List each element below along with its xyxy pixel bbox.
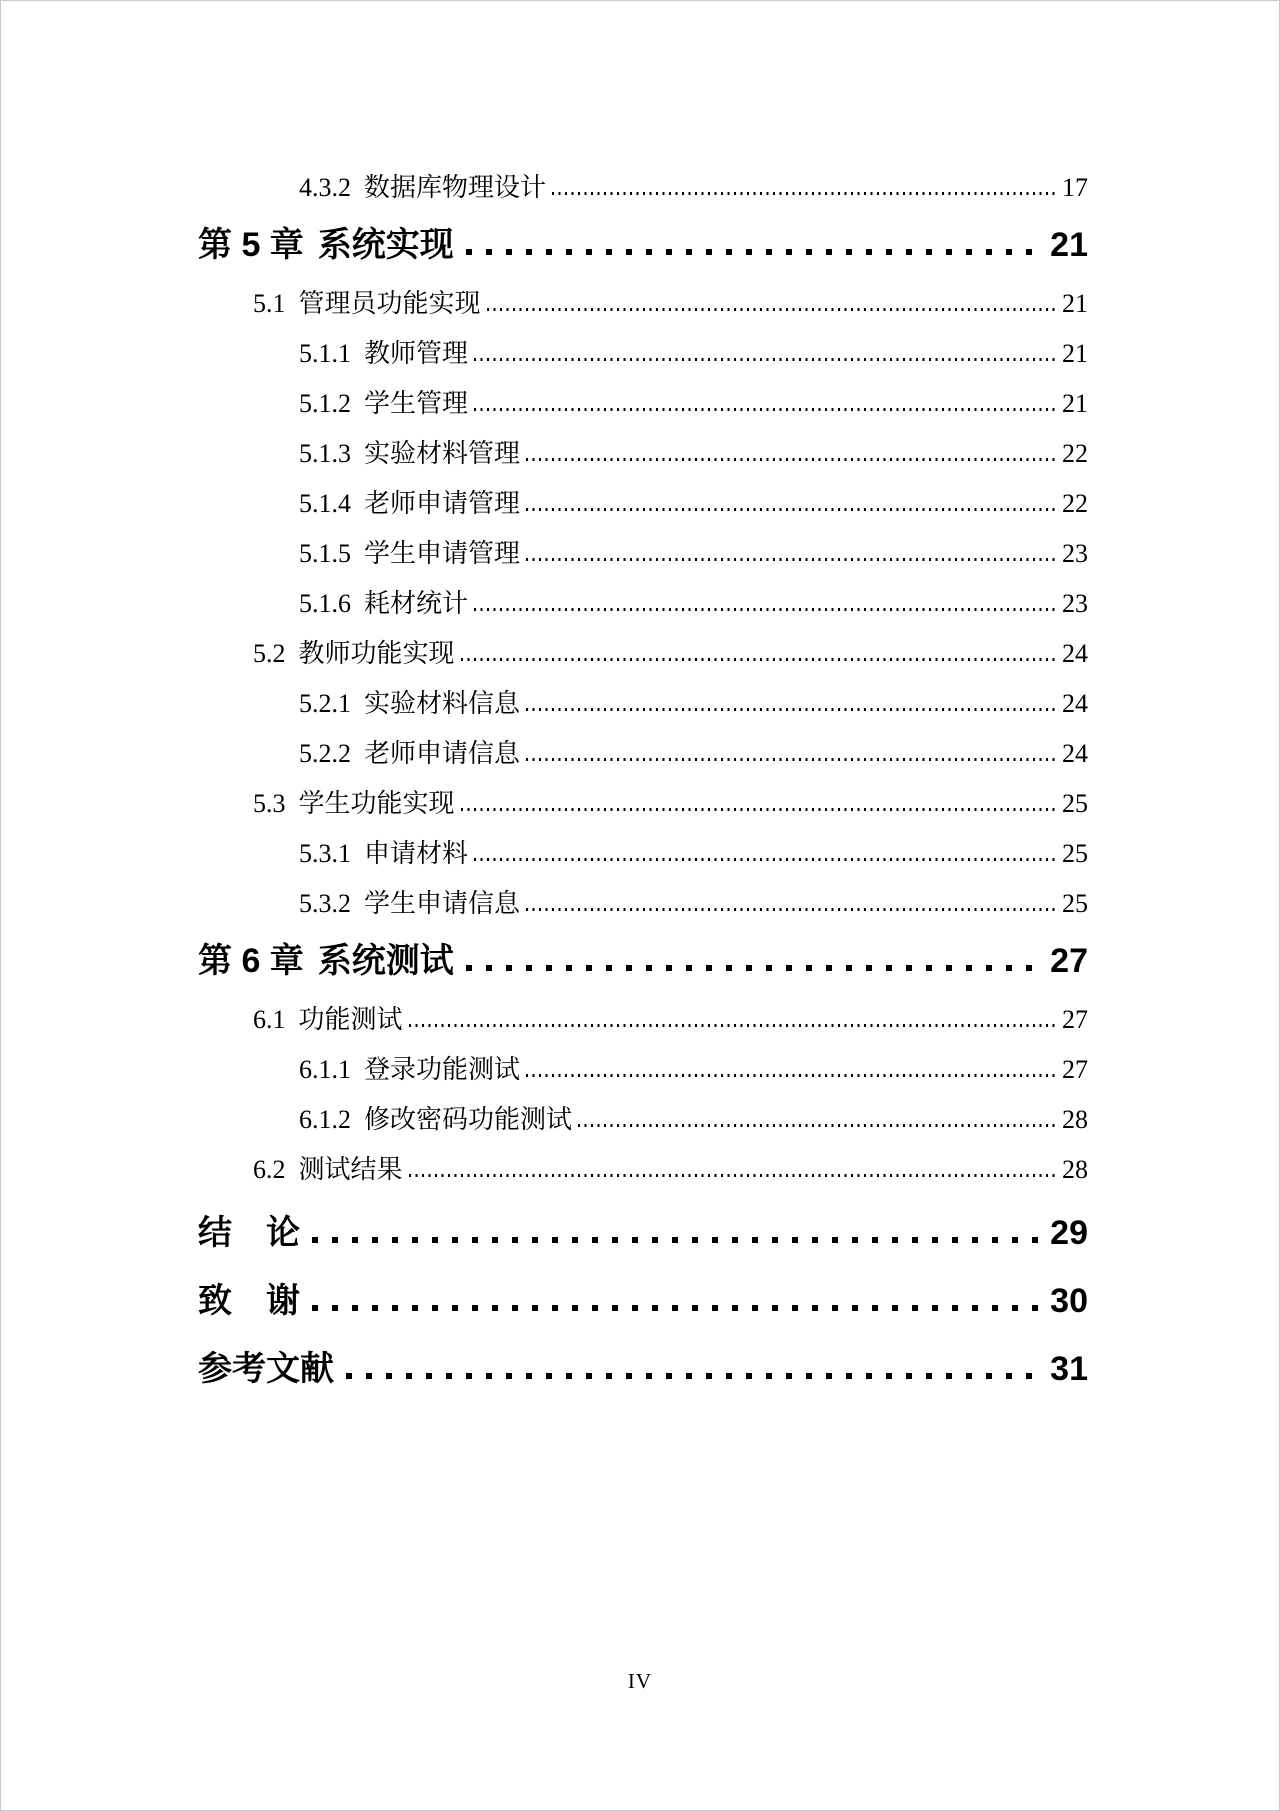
- dot-leader-icon: [409, 1174, 1058, 1177]
- toc-entry: [198, 889, 1088, 919]
- toc-entry-number: 6.1: [253, 1005, 286, 1034]
- toc-entry-page: 22: [1062, 439, 1088, 468]
- toc-entry-number: 5.2.1: [299, 689, 351, 718]
- toc-entry-title: 老师申请信息: [364, 739, 521, 768]
- toc-entry-number: 6.1.1: [299, 1055, 351, 1084]
- toc-entry-title: 数据库物理设计: [364, 173, 547, 202]
- dot-leader-icon: [346, 1373, 1038, 1379]
- toc-entry: [198, 389, 1088, 419]
- toc-entry-page: 28: [1062, 1155, 1088, 1184]
- toc-entry-number: 5.2.2: [299, 739, 351, 768]
- toc-entry-title: 老师申请管理: [364, 489, 521, 518]
- toc-entry-number: 6.1.2: [299, 1105, 351, 1134]
- toc-entry-number: 5.1.3: [299, 439, 351, 468]
- dot-leader-icon: [526, 708, 1058, 711]
- dot-leader-icon: [466, 249, 1038, 255]
- dot-leader-icon: [578, 1124, 1058, 1127]
- toc-entry-page: 22: [1062, 489, 1088, 518]
- dot-leader-icon: [526, 458, 1058, 461]
- toc-entry-page: 25: [1062, 839, 1088, 868]
- toc-entry-title: 修改密码功能测试: [364, 1105, 573, 1134]
- dot-leader-icon: [461, 808, 1058, 811]
- dot-leader-icon: [474, 608, 1058, 611]
- toc-entry-title: 学生申请信息: [364, 889, 521, 918]
- toc-entry-page: 27: [1062, 1005, 1088, 1034]
- dot-leader-icon: [474, 858, 1058, 861]
- toc-entry-page: 27: [1050, 942, 1088, 980]
- toc-entry: [198, 439, 1088, 469]
- dot-leader-icon: [552, 192, 1058, 195]
- toc-entry-page: 23: [1062, 539, 1088, 568]
- dot-leader-icon: [526, 508, 1058, 511]
- toc-entry-title: 登录功能测试: [364, 1055, 521, 1084]
- toc-entry-page: 27: [1062, 1055, 1088, 1084]
- toc-entry-title: 教师功能实现: [298, 639, 455, 668]
- toc-entry-number: 5.1.1: [299, 339, 351, 368]
- toc-entry-page: 23: [1062, 589, 1088, 618]
- toc-entry: [198, 339, 1088, 369]
- toc-entry-page: 30: [1050, 1282, 1088, 1320]
- toc-entry-page: 28: [1062, 1105, 1088, 1134]
- dot-leader-icon: [409, 1024, 1058, 1027]
- toc-chapter-entry: [198, 1281, 1088, 1321]
- toc-entry-title: 学生申请管理: [364, 539, 521, 568]
- toc-entry-number: 5.1: [253, 289, 286, 318]
- dot-leader-icon: [526, 908, 1058, 911]
- dot-leader-icon: [526, 558, 1058, 561]
- toc-entry-page: 21: [1062, 339, 1088, 368]
- dot-leader-icon: [487, 308, 1058, 311]
- toc-entry: [198, 489, 1088, 519]
- toc-entry-page: 24: [1062, 639, 1088, 668]
- toc-entry-page: 17: [1062, 173, 1088, 202]
- toc-entry: [198, 789, 1088, 819]
- toc-entry-number: 第 6 章: [198, 942, 304, 980]
- toc-entry-page: 24: [1062, 689, 1088, 718]
- toc-entry-title: 功能测试: [298, 1005, 403, 1034]
- dot-leader-icon: [312, 1305, 1038, 1311]
- toc-entry-page: 21: [1050, 226, 1088, 264]
- toc-entry-title: 系统测试: [317, 942, 454, 980]
- dot-leader-icon: [526, 1074, 1058, 1077]
- toc-entry-page: 21: [1062, 389, 1088, 418]
- toc-entry-title: 致 谢: [198, 1282, 300, 1320]
- toc-list: [198, 173, 1088, 1413]
- dot-leader-icon: [461, 658, 1058, 661]
- toc-entry-number: 5.3.1: [299, 839, 351, 868]
- dot-leader-icon: [474, 358, 1058, 361]
- toc-entry-title: 结 论: [198, 1214, 300, 1252]
- dot-leader-icon: [474, 408, 1058, 411]
- dot-leader-icon: [526, 758, 1058, 761]
- toc-entry-title: 系统实现: [317, 226, 454, 264]
- toc-entry-number: 第 5 章: [198, 226, 304, 264]
- toc-entry-number: 5.3: [253, 789, 286, 818]
- toc-entry-number: 5.3.2: [299, 889, 351, 918]
- toc-entry: [198, 589, 1088, 619]
- toc-entry-number: 4.3.2: [299, 173, 351, 202]
- toc-chapter-entry: [198, 941, 1088, 981]
- page-number-footer: IV: [627, 1669, 653, 1693]
- toc-entry: [198, 289, 1088, 319]
- toc-entry: [198, 689, 1088, 719]
- toc-entry: [198, 1055, 1088, 1085]
- toc-entry-page: 29: [1050, 1214, 1088, 1252]
- toc-entry-page: 25: [1062, 789, 1088, 818]
- toc-entry: [198, 1105, 1088, 1135]
- toc-entry-title: 耗材统计: [364, 589, 469, 618]
- toc-entry-number: 6.2: [253, 1155, 286, 1184]
- toc-entry-title: 参考文献: [198, 1350, 334, 1388]
- toc-entry-number: 5.2: [253, 639, 286, 668]
- toc-entry: [198, 539, 1088, 569]
- toc-entry-title: 学生管理: [364, 389, 469, 418]
- toc-entry-title: 实验材料管理: [364, 439, 521, 468]
- toc-entry: [198, 839, 1088, 869]
- toc-entry-page: 31: [1050, 1350, 1088, 1388]
- toc-entry-number: 5.1.4: [299, 489, 351, 518]
- toc-entry-title: 实验材料信息: [364, 689, 521, 718]
- toc-entry: [198, 1155, 1088, 1185]
- toc-entry-title: 申请材料: [364, 839, 469, 868]
- toc-entry-number: 5.1.5: [299, 539, 351, 568]
- toc-entry: [198, 1005, 1088, 1035]
- toc-entry-title: 管理员功能实现: [298, 289, 481, 318]
- toc-chapter-entry: [198, 225, 1088, 265]
- toc-entry-title: 学生功能实现: [298, 789, 455, 818]
- toc-chapter-entry: [198, 1213, 1088, 1253]
- toc-entry-number: 5.1.6: [299, 589, 351, 618]
- dot-leader-icon: [466, 965, 1038, 971]
- toc-entry: [198, 639, 1088, 669]
- toc-entry-page: 21: [1062, 289, 1088, 318]
- dot-leader-icon: [312, 1237, 1038, 1243]
- toc-entry: [198, 739, 1088, 769]
- toc-entry-page: 25: [1062, 889, 1088, 918]
- toc-entry-title: 教师管理: [364, 339, 469, 368]
- toc-entry-title: 测试结果: [298, 1155, 403, 1184]
- toc-entry: [198, 173, 1088, 203]
- toc-entry-number: 5.1.2: [299, 389, 351, 418]
- toc-entry-page: 24: [1062, 739, 1088, 768]
- toc-chapter-entry: [198, 1349, 1088, 1389]
